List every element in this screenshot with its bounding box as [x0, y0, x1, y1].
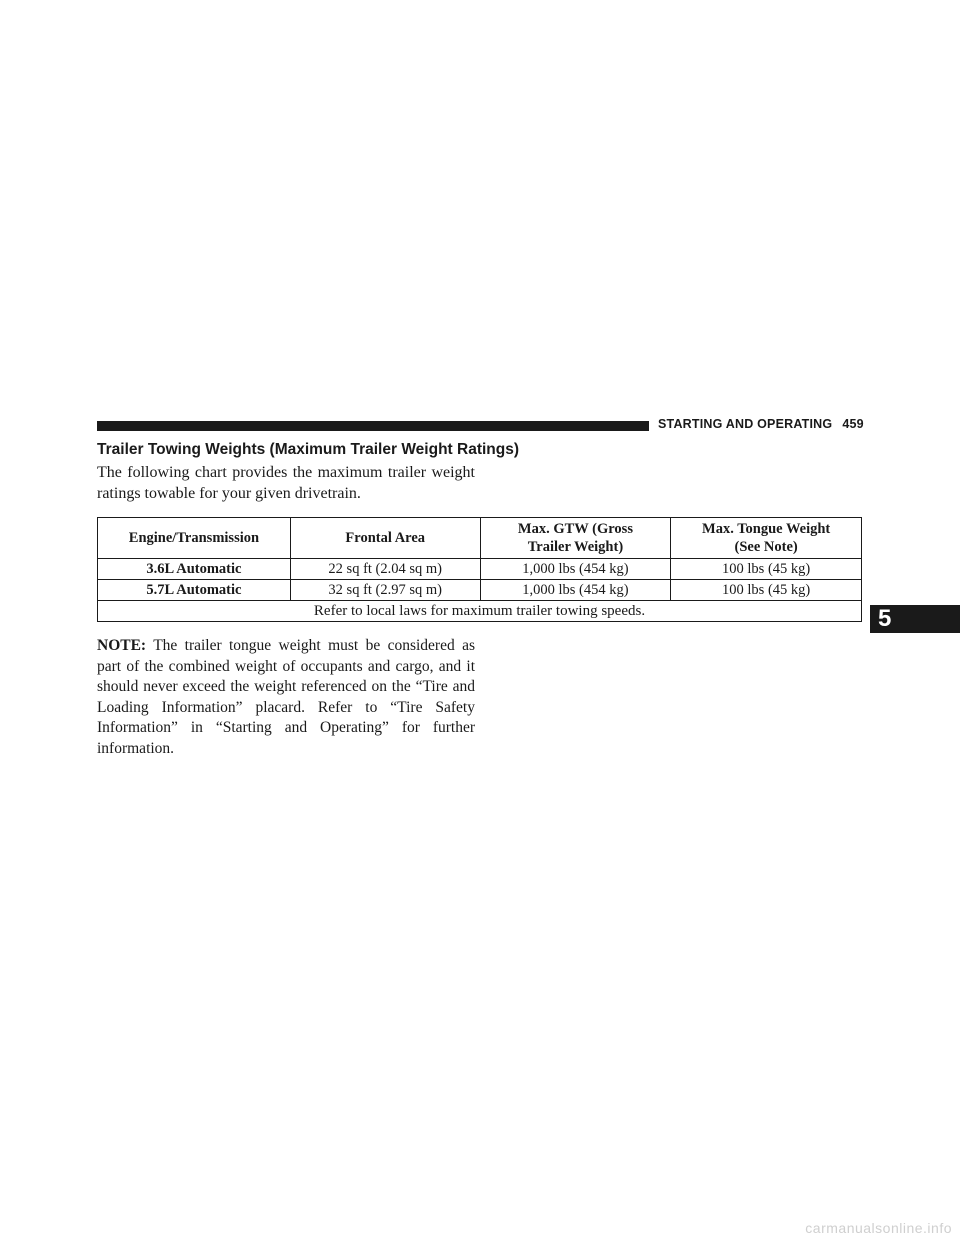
header-max-gtw: Max. GTW (Gross Trailer Weight) [480, 518, 671, 559]
engine-cell: 3.6L Automatic [98, 559, 291, 580]
towing-weights-table [97, 517, 862, 622]
engine-cell: 5.7L Automatic [98, 580, 291, 601]
intro-paragraph: The following chart provides the maximum trailer weight ratings towable for your given drivetrain. [97, 464, 475, 502]
note-paragraph [97, 636, 475, 759]
header-max-tongue-weight: Max. Tongue Weight (See Note) [671, 518, 862, 559]
header-frontal-area: Frontal Area [290, 518, 480, 559]
max-gtw-cell: 1,000 lbs (454 kg) [480, 559, 671, 580]
page-number: 459 [842, 417, 864, 431]
note-text: The trailer tongue weight must be considered as part of the combined weight of occupants and cargo, and it should never exceed the weight referenced on the “Tire and Loading Information” placard. Refer to “Tire Safety Information” in “Starting and Operating” for further information. [97, 637, 475, 757]
header-engine-transmission: Engine/Transmission [98, 518, 291, 559]
frontal-area-cell: 22 sq ft (2.04 sq m) [290, 559, 480, 580]
table-footnote: Refer to local laws for maximum trailer towing speeds. [98, 601, 862, 622]
section-title: Trailer Towing Weights (Maximum Trailer Weight Ratings) [97, 441, 520, 458]
watermark: carmanualsonline.info [805, 1220, 952, 1236]
running-header [658, 417, 864, 431]
tongue-weight-cell: 100 lbs (45 kg) [671, 580, 862, 601]
header-rule [97, 421, 649, 431]
table-row [98, 559, 862, 580]
tongue-weight-cell: 100 lbs (45 kg) [671, 559, 862, 580]
max-gtw-cell: 1,000 lbs (454 kg) [480, 580, 671, 601]
table-footnote-row [98, 601, 862, 622]
frontal-area-cell: 32 sq ft (2.97 sq m) [290, 580, 480, 601]
chapter-tab: 5 [870, 605, 960, 633]
chapter-title: STARTING AND OPERATING [658, 417, 833, 431]
note-label: NOTE: [97, 637, 147, 654]
table-row [98, 580, 862, 601]
table-header-row [98, 518, 862, 559]
